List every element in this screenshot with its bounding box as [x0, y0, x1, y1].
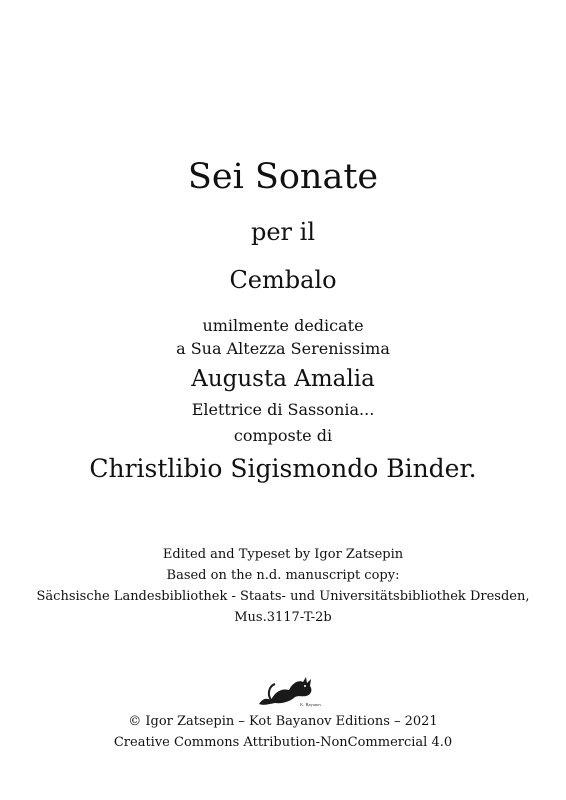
credit-editor: Edited and Typeset by Igor Zatsepin	[162, 547, 404, 562]
dedication-line-2: a Sua Altezza Serenissima	[176, 339, 390, 358]
dedication-line-3: Elettrice di Sassonia...	[191, 400, 375, 419]
page-title: Sei Sonate	[187, 157, 379, 197]
kot-bayanov-cat-logo-icon	[255, 668, 321, 708]
credit-library: Sächsische Landesbibliothek - Staats- und Universitätsbibliothek Dresden,	[36, 589, 530, 604]
dedication-line-4: composte di	[233, 426, 333, 445]
dedicatee-name: Augusta Amalia	[191, 366, 375, 392]
instrument-name: Cembalo	[229, 266, 337, 294]
svg-text:K. Bayanov: K. Bayanov	[300, 702, 321, 707]
license-notice: Creative Commons Attribution-NonCommercial 4.0	[113, 735, 453, 750]
subtitle-per-il: per il	[250, 218, 316, 246]
credit-shelfmark: Mus.3117-T-2b	[234, 610, 332, 625]
dedication-line-1: umilmente dedicate	[202, 316, 364, 335]
credit-source: Based on the n.d. manuscript copy:	[166, 568, 400, 583]
copyright-notice: © Igor Zatsepin – Kot Bayanov Editions – 2021	[128, 714, 438, 729]
composer-name: Christlibio Sigismondo Binder.	[89, 454, 477, 483]
